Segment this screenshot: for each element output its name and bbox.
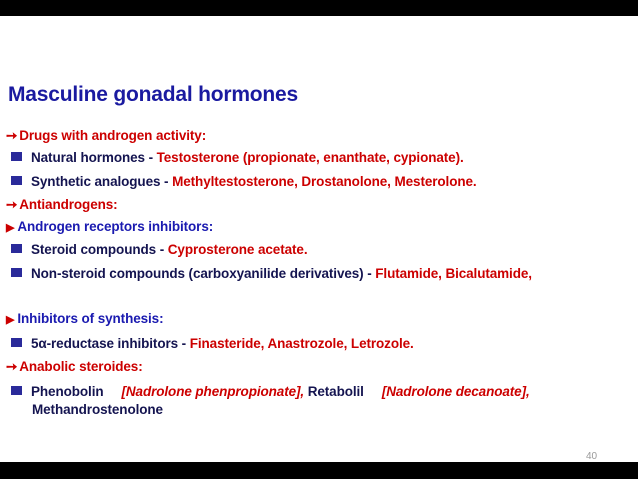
phenobolin-note: [Nadrolone phenpropionate], (121, 384, 305, 399)
retabolil-note: [Nadrolone decanoate], (381, 384, 530, 399)
nonsteroid-compounds-label: Non-steroid compounds (carboxyanilide derivatives) - (31, 266, 376, 281)
square-bullet-icon (11, 152, 22, 161)
heading-antiandrogens-text: Antiandrogens: (19, 197, 118, 212)
square-bullet-icon (11, 386, 22, 395)
heading-anabolic (6, 358, 143, 376)
reductase-label: 5α-reductase inhibitors - (31, 336, 190, 351)
page-number: 40 (586, 451, 598, 462)
reductase-examples: Finasteride, Anastrozole, Letrozole. (189, 336, 414, 351)
slide-title: Masculine gonadal hormones (8, 83, 299, 106)
bullet-nonsteroid-compounds (11, 265, 532, 283)
square-bullet-icon (11, 176, 22, 185)
synthetic-analogues-label: Synthetic analogues - (31, 174, 173, 189)
steroid-compounds-label: Steroid compounds - (31, 242, 168, 257)
arrow-icon: ➙ (6, 197, 18, 212)
heading-androgens-text: Drugs with androgen activity: (19, 128, 207, 143)
methandrostenolone: Methandrostenolone (32, 402, 163, 417)
bullet-synthetic-analogues (11, 173, 477, 191)
synthesis-inhibitors-text: Inhibitors of synthesis: (17, 311, 164, 326)
square-bullet-icon (11, 244, 22, 253)
heading-androgens (6, 127, 206, 145)
nonsteroid-compounds-examples: Flutamide, Bicalutamide, (375, 266, 532, 281)
phenobolin: Phenobolin (31, 384, 104, 399)
natural-hormones-label: Natural hormones - (31, 150, 157, 165)
triangle-bullet-icon: ▶ (6, 222, 15, 234)
steroid-compounds-examples: Cyprosterone acetate. (167, 242, 308, 257)
bullet-natural-hormones (11, 149, 464, 167)
slide (0, 16, 638, 462)
subheading-receptor-inhibitors (6, 218, 213, 237)
synthetic-analogues-examples: Methyltestosterone, Drostanolone, Mesterolone. (172, 174, 477, 189)
retabolil: Retabolil (307, 384, 364, 399)
bullet-steroid-compounds (11, 241, 307, 259)
square-bullet-icon (11, 338, 22, 347)
triangle-bullet-icon: ▶ (6, 314, 15, 326)
arrow-icon: ➙ (6, 359, 18, 374)
heading-antiandrogens (6, 196, 118, 214)
arrow-icon: ➙ (6, 128, 18, 143)
square-bullet-icon (11, 268, 22, 277)
receptor-inhibitors-text: Androgen receptors inhibitors: (17, 219, 214, 234)
heading-anabolic-text: Anabolic steroides: (19, 359, 143, 374)
bullet-5a-reductase (11, 335, 414, 353)
subheading-synthesis-inhibitors (6, 310, 164, 329)
natural-hormones-examples: Testosterone (propionate, enanthate, cypionate). (156, 150, 464, 165)
bullet-anabolic-list (11, 383, 530, 401)
